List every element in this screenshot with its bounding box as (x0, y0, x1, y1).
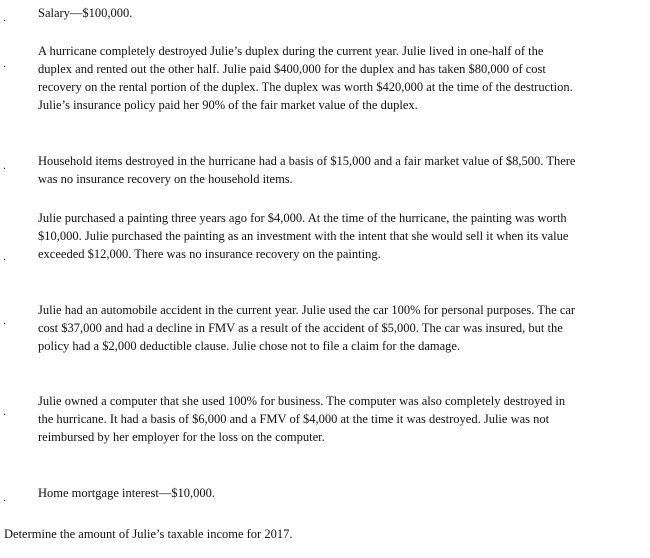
item-text: Household items destroyed in the hurricane had a basis of $15,000 and a fair market value of $8,500. There was no insurance recovery on the household items. (38, 154, 576, 186)
item-text: Home mortgage interest—$10,000. (38, 486, 216, 500)
item-hurricane-duplex (0, 42, 650, 132)
bullet: . (3, 56, 6, 70)
item-text: Salary—$100,000. (38, 6, 133, 20)
item-painting (0, 209, 650, 281)
bullet: . (3, 313, 6, 327)
item-text: Julie owned a computer that she used 100% for business. The computer was also completely destroyed in the hurricane. It had a basis of $6,000 and a FMV of $4,000 at the time it was destroyed. Julie was not reimbursed by her employer for the loss on the computer. (38, 394, 566, 444)
item-computer (0, 392, 650, 464)
bullet: . (3, 404, 6, 418)
item-salary (0, 4, 650, 22)
bullet: . (3, 10, 6, 24)
item-text: A hurricane completely destroyed Julie’s duplex during the current year. Julie lived in one-half of the duplex and rented out the other half. Julie paid $400,000 for the duplex and has taken $80,000 of cost recovery on the rental portion of the duplex. The duplex was worth $420,000 at the time of the destruction. Julie’s insurance policy paid her 90% of the fair market value of the duplex. (38, 44, 573, 112)
item-text: Julie purchased a painting three years ago for $4,000. At the time of the hurricane, the painting was worth $10,000. Julie purchased the painting as an investment with the intent that she would sell it when its value exceeded $12,000. There was no insurance recovery on the painting. (38, 211, 569, 261)
item-automobile (0, 301, 650, 373)
question-prompt: Determine the amount of Julie’s taxable income for 2017. (4, 527, 293, 541)
item-household-items (0, 152, 650, 188)
bullet: . (3, 490, 6, 504)
bullet: . (3, 158, 6, 172)
item-text: Julie had an automobile accident in the current year. Julie used the car 100% for personal purposes. The car cost $37,000 and had a decline in FMV as a result of the accident of $5,000. The car was insured, but the policy had a $2,000 deductible clause. Julie chose not to file a claim for the damage. (38, 303, 576, 353)
bullet: . (3, 249, 6, 263)
item-mortgage-interest (0, 484, 650, 502)
